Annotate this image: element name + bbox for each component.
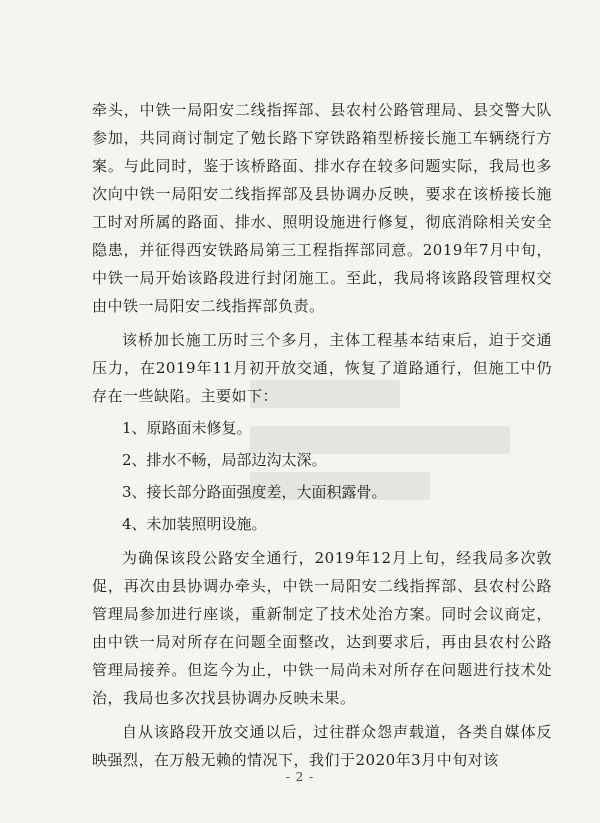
defect-list — [92, 414, 552, 538]
paragraph-4: 自从该路段开放交通以后，过往群众怨声载道，各类自媒体反映强烈，在万般无赖的情况下，我们于2020年3月中旬对该 — [92, 723, 552, 769]
paragraph-1: 牵头，中铁一局阳安二线指挥部、县农村公路管理局、县交警大队参加，共同商讨制定了勉长路下穿铁路箱型桥接长施工车辆绕行方案。与此同时，鉴于该桥路面、排水存在较多问题实际，我局也多次向中铁一局阳安二线指挥部及县协调办反映，要求在该桥接长施工时对所属的路面、排水、照明设施进行修复，彻底消除相关安全隐患，并征得西安铁路局第三工程指挥部同意。2019年7月中旬，中铁一局开始该路段进行封闭施工。至此，我局将该路段管理权交由中铁一局阳安二线指挥部负责。 — [92, 101, 552, 315]
list-item: 2、排水不畅，局部边沟太深。 — [122, 451, 327, 469]
page-number: - 2 - — [285, 770, 315, 784]
list-item: 3、接长部分路面强度差，大面积露骨。 — [122, 483, 387, 501]
paragraph-3: 为确保该段公路安全通行，2019年12月上旬，经我局多次敦促，再次由县协调办牵头，中铁一局阳安二线指挥部、县农村公路管理局参加进行座谈，重新制定了技术处治方案。同时会议商定，由中铁一局对所存在问题全面整改，达到要求后，再由县农村公路管理局接养。但迄今为止，中铁一局尚未对所存在问题进行技术处治，我局也多次找县协调办反映未果。 — [92, 549, 552, 707]
list-item: 1、原路面未修复。 — [122, 419, 252, 437]
list-item: 4、未加装照明设施。 — [122, 515, 267, 533]
paragraph-2: 该桥加长施工历时三个多月，主体工程基本结束后，迫于交通压力，在2019年11月初开放交通，恢复了道路通行，但施工中仍存在一些缺陷。主要如下： — [92, 331, 552, 405]
body-text — [92, 96, 552, 774]
